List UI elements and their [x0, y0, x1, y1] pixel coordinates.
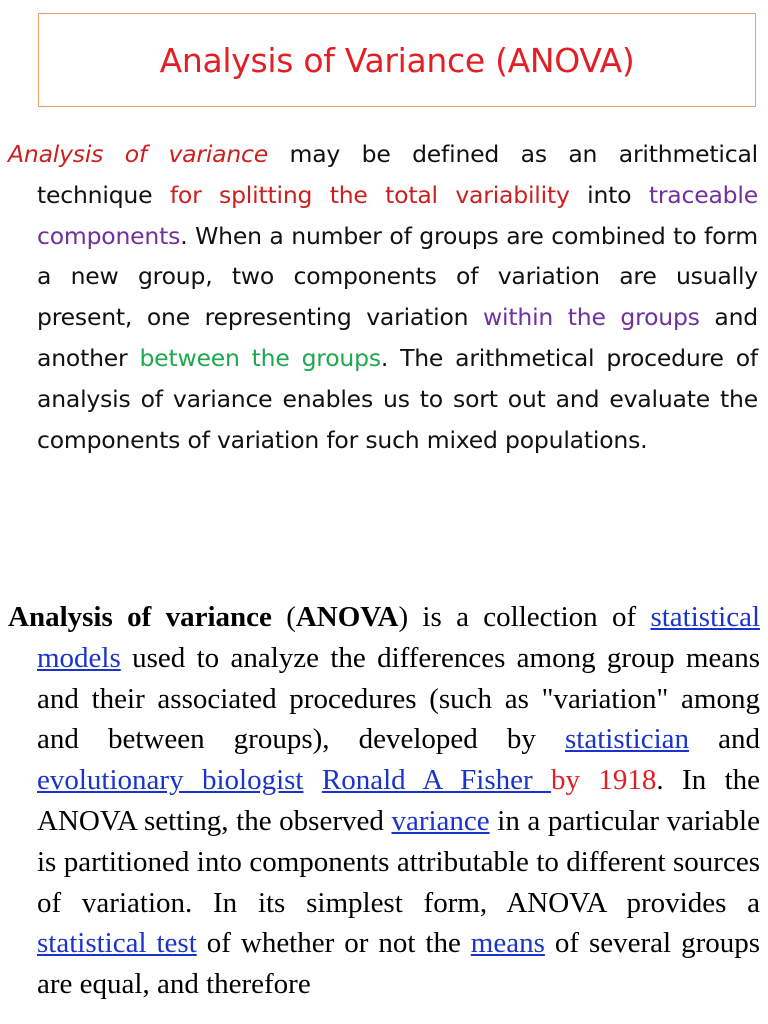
- text-segment: ) is a collection of: [398, 601, 651, 633]
- definition-paragraph: [8, 134, 758, 460]
- highlight-by-1918: by 1918: [551, 764, 657, 797]
- text-segment: . When a number of groups are combined to form a new group, two components of variation are usually present, one representing variation: [37, 221, 758, 332]
- anova-paragraph: [8, 597, 760, 1005]
- link-statistician[interactable]: statistician: [565, 723, 690, 756]
- term-analysis-of-variance: Analysis of variance: [8, 140, 269, 168]
- link-ronald-a-fisher[interactable]: Ronald A Fisher: [321, 764, 552, 797]
- text-segment: . The arithmetical procedure of analysis of variance enables us to sort out and evaluate the components of variation for such mixed populations.: [37, 343, 758, 454]
- text-segment: [303, 764, 321, 796]
- text-segment: of several groups are equal, and therefore: [37, 927, 761, 1001]
- bold-analysis-of-variance: Analysis of variance: [8, 601, 272, 633]
- highlight-within-groups: within the groups: [483, 303, 700, 332]
- page-title: Analysis of Variance (ANOVA): [159, 40, 635, 80]
- link-statistical-models[interactable]: statistical models: [37, 601, 760, 674]
- text-segment: in a particular variable is partitioned into components attributable to different sources of variation. In its simplest form, ANOVA provides a: [37, 804, 760, 919]
- text-segment: of whether or not the: [196, 927, 471, 960]
- highlight-traceable-components: traceable components: [37, 180, 758, 250]
- text-segment: (: [271, 601, 296, 633]
- text-segment: and another: [37, 303, 758, 372]
- link-statistical-test[interactable]: statistical test: [37, 927, 197, 960]
- title-box: [38, 13, 756, 107]
- text-segment: into: [569, 180, 649, 209]
- highlight-splitting: for splitting the total variability: [169, 180, 570, 209]
- link-variance[interactable]: variance: [391, 804, 490, 837]
- bold-anova: ANOVA: [295, 601, 399, 633]
- link-means[interactable]: means: [470, 927, 545, 960]
- text-segment: may be defined as an arithmetical technique: [37, 140, 758, 209]
- text-segment: and: [689, 723, 760, 756]
- link-evolutionary-biologist[interactable]: evolutionary biologist: [37, 764, 304, 797]
- text-segment: used to analyze the differences among group means and their associated procedures (such as "variation" among and between groups), developed by: [37, 641, 760, 756]
- highlight-between-groups: between the groups: [139, 343, 381, 372]
- text-segment: . In the ANOVA setting, the observed: [37, 764, 761, 837]
